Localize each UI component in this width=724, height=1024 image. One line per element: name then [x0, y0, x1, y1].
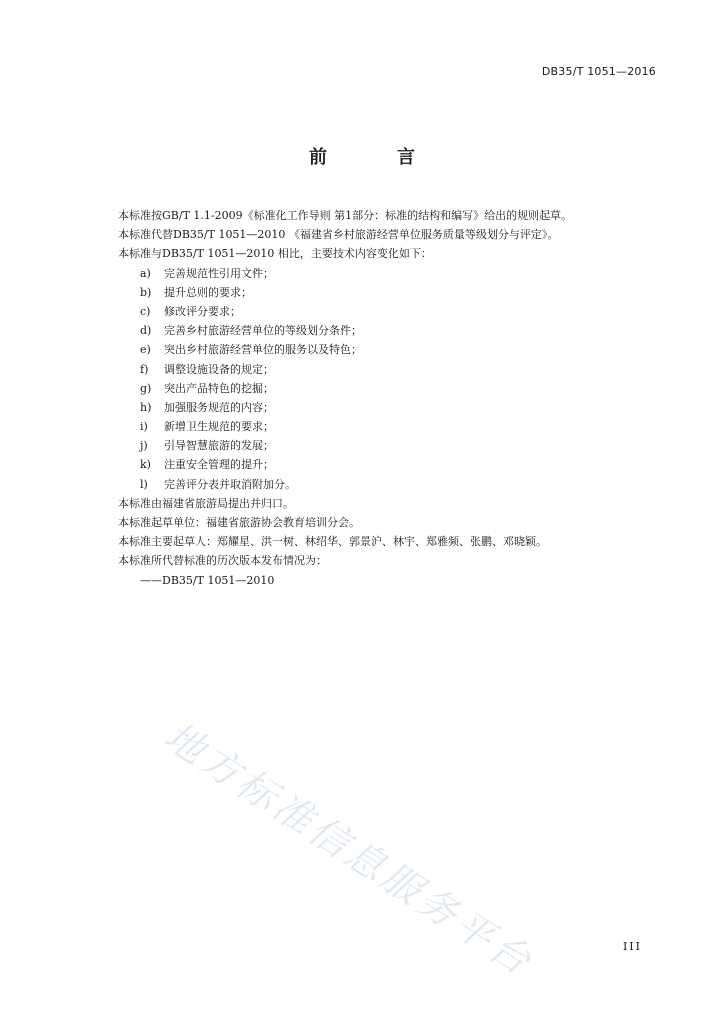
- paragraph-drafting-rules: 本标准按GB/T 1.1-2009《标准化工作导则 第1部分：标准的结构和编写》给出的规则起草。: [118, 209, 573, 222]
- list-item-marker: l): [140, 477, 148, 491]
- list-item-text: 完善乡村旅游经营单位的等级划分条件；: [164, 324, 362, 338]
- list-item-text: 完善规范性引用文件；: [164, 266, 274, 280]
- paragraph-history-intro: 本标准所代替标准的历次版本发布情况为：: [118, 554, 327, 568]
- list-item-text: 突出乡村旅游经营单位的服务以及特色；: [164, 343, 362, 357]
- paragraph-drafting-unit: 本标准起草单位：福建省旅游协会教育培训分会。: [118, 516, 360, 529]
- paragraph-drafters: 本标准主要起草人：郑耀星、洪一树、林绍华、郭景沪、林宇、郑雅频、张鹏、邓晓颖。: [118, 535, 547, 549]
- list-item-marker: f): [140, 362, 149, 376]
- list-item: [118, 302, 658, 321]
- list-item: [118, 417, 658, 436]
- list-item-marker: b): [140, 285, 152, 299]
- list-item: [118, 360, 658, 379]
- list-item-marker: i): [140, 420, 148, 434]
- paragraph-changes-intro: 本标准与DB35/T 1051—2010 相比，主要技术内容变化如下：: [118, 247, 432, 261]
- list-item: [118, 283, 658, 302]
- changes-list: [118, 264, 658, 494]
- list-item: [118, 455, 658, 474]
- foreword-body: [118, 206, 658, 590]
- list-item-marker: c): [140, 304, 151, 318]
- list-item-text: 新增卫生规范的要求；: [164, 420, 274, 434]
- history-version: ——DB35/T 1051—2010: [140, 573, 275, 587]
- list-item: [118, 340, 658, 359]
- list-item-text: 突出产品特色的挖掘；: [164, 381, 274, 395]
- list-item-marker: k): [140, 458, 151, 472]
- list-item: [118, 321, 658, 340]
- list-item: [118, 436, 658, 455]
- list-item-marker: g): [140, 381, 152, 395]
- list-item-text: 修改评分要求；: [164, 304, 241, 318]
- list-item-text: 提升总则的要求；: [164, 285, 252, 299]
- page-title: 前 言: [309, 147, 441, 168]
- paragraph-replaces: 本标准代替DB35/T 1051—2010 《福建省乡村旅游经营单位服务质量等级划分与评定》。: [118, 228, 559, 242]
- standard-code: DB35/T 1051—2016: [541, 65, 656, 78]
- list-item-marker: h): [140, 400, 152, 414]
- page-number: III: [622, 940, 642, 953]
- list-item-text: 注重安全管理的提升；: [164, 458, 274, 472]
- list-item: [118, 398, 658, 417]
- list-item-marker: j): [140, 439, 148, 453]
- list-item-text: 加强服务规范的内容；: [164, 400, 274, 414]
- list-item: [118, 475, 658, 494]
- list-item: [118, 379, 658, 398]
- list-item-marker: d): [140, 324, 152, 338]
- list-item-marker: a): [140, 266, 151, 280]
- watermark: 地方标准信息服务平台: [155, 714, 541, 987]
- list-item-text: 完善评分表并取消附加分。: [164, 477, 296, 491]
- list-item-marker: e): [140, 343, 151, 357]
- list-item: [118, 264, 658, 283]
- list-item-text: 调整设施设备的规定；: [164, 362, 274, 376]
- paragraph-proposer: 本标准由福建省旅游局提出并归口。: [118, 496, 294, 510]
- list-item-text: 引导智慧旅游的发展；: [164, 439, 274, 453]
